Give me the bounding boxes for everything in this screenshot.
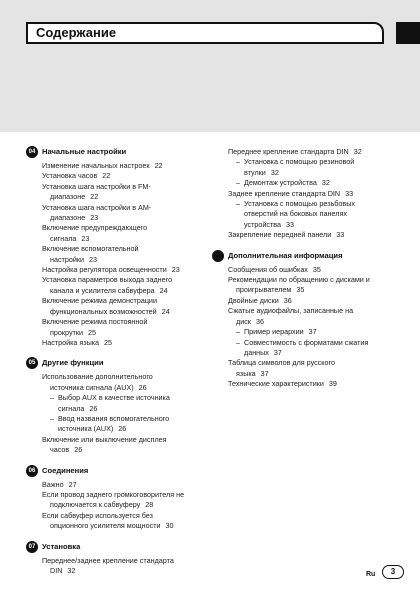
toc-page-number: 24: [159, 285, 168, 295]
toc-entry[interactable]: [42, 480, 198, 490]
toc-entry[interactable]: [228, 275, 390, 296]
toc-page-number: 33: [336, 230, 345, 240]
toc-page-number: 22: [102, 171, 111, 181]
toc-page-number: 33: [286, 219, 295, 229]
toc-entry[interactable]: [42, 511, 198, 532]
toc-page-number: 25: [104, 337, 113, 347]
toc-entry-line: [236, 199, 390, 209]
toc-subentry[interactable]: [236, 157, 390, 178]
section-heading: [28, 466, 198, 478]
toc-entry[interactable]: [42, 317, 198, 338]
toc-page-number: 23: [90, 213, 99, 223]
toc-page-number: 22: [90, 192, 99, 202]
toc-entry-text: источника (AUX): [58, 424, 114, 434]
toc-entry-line: [228, 358, 390, 368]
toc-entry-line: [42, 213, 198, 223]
toc-entry-line: [42, 317, 198, 327]
page-number-badge: 3: [382, 565, 404, 579]
dash-marker: –: [236, 337, 240, 347]
toc-entry-text: Переднее крепление стандарта DIN: [228, 147, 349, 156]
toc-entry-text: Рекомендации по обращению с дисками и: [228, 275, 370, 285]
toc-entry-line: [42, 445, 198, 455]
toc-entry[interactable]: [42, 338, 198, 348]
toc-entry-line: [228, 230, 390, 240]
toc-entry-line: [42, 203, 198, 213]
toc-section: [214, 251, 390, 390]
toc-entry-line: [236, 348, 390, 358]
dash-marker: –: [236, 327, 240, 337]
toc-entry-line: [228, 369, 390, 379]
toc-page-number: 22: [154, 161, 163, 170]
toc-entry[interactable]: [228, 147, 390, 157]
section-title: Соединения: [42, 465, 89, 475]
toc-entry-line: [236, 220, 390, 230]
toc-entry-text: опционного усилителя мощности: [50, 521, 161, 531]
toc-subentry[interactable]: [236, 199, 390, 230]
toc-entry-text: Изменение начальных настроек: [42, 161, 150, 170]
section-number-badge: 07: [26, 541, 38, 553]
side-bar: [396, 22, 420, 44]
toc-entry-text: Включение вспомогательной: [42, 244, 139, 254]
section-number-badge: 05: [26, 357, 38, 369]
toc-subentry[interactable]: [236, 338, 390, 359]
toc-entry-text: Заднее крепление стандарта DIN: [228, 188, 341, 198]
toc-entry-text: языка: [236, 368, 256, 378]
toc-page-number: 32: [67, 566, 76, 575]
toc-section: [28, 358, 198, 455]
toc-entry-text: подключается к сабвуферу: [50, 500, 141, 510]
toc-entry-text: Пример иерархии: [244, 327, 304, 337]
toc-entry-line: [42, 307, 198, 317]
section-title: Установка: [42, 541, 81, 551]
toc-entry-line: [42, 265, 198, 275]
toc-subentry[interactable]: [236, 327, 390, 337]
toc-page-number: 28: [145, 500, 154, 510]
toc-entry-text: Демонтаж устройства: [244, 178, 317, 188]
toc-entry[interactable]: [228, 189, 390, 199]
section-title: Дополнительная информация: [228, 250, 343, 260]
toc-entry-line: [236, 338, 390, 348]
toc-entry-text: устройства: [244, 219, 282, 229]
section-heading: [28, 542, 198, 554]
toc-page-number: 32: [321, 178, 330, 188]
section-title: Другие функции: [42, 358, 104, 368]
toc-entry-text: Совместимость с форматами сжатия: [244, 337, 369, 347]
toc-entry[interactable]: [228, 306, 390, 327]
toc-entry-text: Установка с помощью резьбовых: [244, 199, 356, 209]
toc-entry-line: [228, 317, 390, 327]
toc-entry-text: Включение предупреждающего: [42, 223, 148, 233]
toc-entry-line: [228, 306, 390, 316]
dash-marker: –: [50, 393, 54, 403]
toc-entry[interactable]: [228, 358, 390, 379]
toc-entry-text: Таблица символов для русского: [228, 358, 335, 368]
toc-entry-text: Ввод названия вспомогательного: [58, 413, 170, 423]
toc-entry-text: Технические характеристики: [228, 379, 324, 389]
toc-entry-line: [50, 404, 198, 414]
dash-marker: –: [236, 157, 240, 167]
toc-entry-text: Сообщения об ошибках: [228, 264, 308, 274]
toc-page-number: 23: [171, 265, 180, 275]
toc-entry-text: Установка шага настройки в FM-: [42, 181, 151, 191]
toc-entry-text: канала и усилителя сабвуфера: [50, 285, 155, 295]
toc-page-number: 24: [161, 306, 170, 316]
toc-section: [214, 147, 390, 241]
toc-entry-text: Включение режима демонстрации: [42, 296, 157, 306]
toc-entry-line: [228, 265, 390, 275]
toc-entry-line: [236, 327, 390, 337]
toc-page-number: 27: [68, 479, 77, 489]
toc-entry[interactable]: [228, 230, 390, 240]
toc-entry-line: [42, 435, 198, 445]
toc-section: [28, 542, 198, 577]
section-number-badge: 06: [26, 465, 38, 477]
toc-entry[interactable]: [42, 435, 198, 456]
dash-marker: –: [236, 199, 240, 209]
toc-entry-line: [42, 566, 198, 576]
toc-entry-line: [42, 328, 198, 338]
footer-language: Ru: [366, 571, 376, 578]
toc-page-number: 37: [260, 368, 269, 378]
toc-entry-text: Установка шага настройки в AM-: [42, 202, 152, 212]
toc-entry-line: [42, 296, 198, 306]
toc-entry[interactable]: [228, 379, 390, 389]
toc-entry-text: прокрутки: [50, 327, 83, 337]
toc-entry-text: настройки: [50, 254, 85, 264]
toc-entry-line: [236, 209, 390, 219]
toc-entry[interactable]: [42, 556, 198, 577]
section-heading: [28, 358, 198, 370]
toc-entry-line: [42, 234, 198, 244]
toc-page-number: 32: [353, 147, 362, 156]
toc-entry-line: [42, 286, 198, 296]
toc-entry-line: [42, 500, 198, 510]
toc-entry-line: [42, 521, 198, 531]
toc-entry-line: [228, 296, 390, 306]
section-number-badge: 04: [26, 146, 38, 158]
toc-page-number: 32: [270, 167, 279, 177]
section-heading: [28, 147, 198, 159]
toc-entry-text: Включение или выключение дисплея: [42, 434, 167, 444]
toc-entry-text: источника сигнала (AUX): [50, 382, 134, 392]
toc-entry-text: Установка с помощью резиновой: [244, 157, 355, 167]
toc-entry-line: [42, 182, 198, 192]
toc-entry-text: диск: [236, 316, 251, 326]
toc-page-number: 23: [89, 254, 98, 264]
dash-marker: –: [50, 413, 54, 423]
toc-entry-text: втулки: [244, 167, 266, 177]
toc-entry-text: Сжатые аудиофайлы, записанные на: [228, 306, 354, 316]
toc-page-number: 35: [312, 264, 321, 274]
toc-entry-text: Переднее/заднее крепление стандарта: [42, 555, 174, 565]
toc-entry-text: диапазоне: [50, 192, 86, 202]
toc-entry[interactable]: [42, 223, 198, 244]
toc-entry-line: [42, 171, 198, 181]
toc-entry-line: [228, 379, 390, 389]
toc-entry-text: проигрывателем: [236, 285, 292, 295]
toc-entry-line: [228, 189, 390, 199]
toc-entry-line: [236, 157, 390, 167]
toc-entry[interactable]: [228, 265, 390, 275]
toc-section: [28, 147, 198, 348]
toc-right-column: [214, 147, 390, 400]
toc-left-column: [28, 147, 198, 586]
toc-page-number: 23: [81, 233, 90, 243]
toc-entry[interactable]: [42, 182, 198, 203]
toc-entry-text: сигнала: [58, 403, 85, 413]
toc-entry-line: [50, 393, 198, 403]
toc-entry-line: [42, 338, 198, 348]
toc-page-number: 26: [118, 424, 127, 434]
toc-entry-line: [236, 178, 390, 188]
toc-entry-line: [42, 490, 198, 500]
toc-subentry[interactable]: [50, 414, 198, 435]
toc-entry-text: часов: [50, 445, 70, 455]
toc-entry-line: [42, 275, 198, 285]
toc-entry[interactable]: [42, 203, 198, 224]
toc-entry-line: [42, 255, 198, 265]
toc-entry-line: [228, 275, 390, 285]
toc-entry[interactable]: [42, 265, 198, 275]
toc-entry-text: Если сабвуфер используется без: [42, 510, 153, 520]
section-heading: [214, 251, 390, 263]
toc-entry-text: диапазоне: [50, 213, 86, 223]
toc-entry-line: [42, 161, 198, 171]
toc-entry-line: [228, 147, 390, 157]
section-title: Начальные настройки: [42, 147, 127, 156]
toc-entry[interactable]: [42, 490, 198, 511]
toc-entry-line: [42, 511, 198, 521]
page-title: Содержание: [36, 25, 117, 40]
toc-entry[interactable]: [42, 244, 198, 265]
dash-marker: –: [236, 178, 240, 188]
toc-entry-line: [228, 285, 390, 295]
toc-entry-text: Использование дополнительного: [42, 372, 153, 382]
toc-subentry[interactable]: [50, 393, 198, 414]
toc-page-number: 30: [165, 521, 174, 531]
toc-entry-line: [42, 383, 198, 393]
toc-entry-line: [236, 168, 390, 178]
toc-subentry[interactable]: [236, 178, 390, 188]
toc-entry[interactable]: [42, 372, 198, 393]
toc-page-number: 26: [74, 445, 83, 455]
toc-entry-line: [50, 414, 198, 424]
toc-page-number: 33: [345, 188, 354, 198]
toc-entry-text: Включение режима постоянной: [42, 317, 148, 327]
toc-entry-text: Установка часов: [42, 171, 98, 181]
toc-page-number: 37: [308, 327, 317, 337]
toc-entry-text: DIN: [50, 566, 63, 575]
toc-page-number: 25: [88, 327, 96, 337]
toc-entry-text: Важно: [42, 479, 64, 489]
toc-entry-text: данных: [244, 347, 269, 357]
toc-page-number: 26: [89, 403, 98, 413]
title-box: [26, 22, 384, 44]
toc-page-number: 39: [328, 379, 337, 389]
toc-entry-text: Выбор AUX в качестве источника: [58, 393, 170, 403]
toc-entry-line: [42, 480, 198, 490]
toc-entry-text: сигнала: [50, 233, 77, 243]
section-number-badge: [212, 250, 224, 262]
toc-entry-text: отверстий на боковых панелях: [244, 209, 347, 219]
toc-entry[interactable]: [228, 296, 390, 306]
toc-entry-line: [42, 244, 198, 254]
toc-entry-text: Настройка регулятора освещенности: [42, 265, 167, 275]
toc-entry[interactable]: [42, 161, 198, 171]
toc-page-number: 35: [296, 285, 305, 295]
toc-entry-line: [42, 372, 198, 382]
toc-entry-text: Настройка языка: [42, 337, 100, 347]
toc-entry-text: Если провод заднего громкоговорителя не: [42, 489, 185, 499]
toc-entry-line: [42, 556, 198, 566]
toc-page-number: 36: [283, 295, 292, 305]
toc-page-number: 36: [255, 316, 264, 326]
toc-entry-text: Закрепление передней панели: [228, 230, 332, 240]
toc-page-number: 26: [138, 382, 147, 392]
toc-entry-line: [42, 223, 198, 233]
header-band: [0, 0, 420, 132]
toc-entry-line: [42, 192, 198, 202]
toc-entry-line: [50, 424, 198, 434]
toc-page-number: 37: [273, 347, 282, 357]
toc-entry-text: Двойные диски: [228, 295, 279, 305]
toc-entry-text: Установка параметров выхода заднего: [42, 275, 173, 285]
toc-entry[interactable]: [42, 171, 198, 181]
toc-entry-text: функциональных возможностей: [50, 306, 157, 316]
toc-entry[interactable]: [42, 296, 198, 317]
toc-entry[interactable]: [42, 275, 198, 296]
toc-section: [28, 466, 198, 532]
